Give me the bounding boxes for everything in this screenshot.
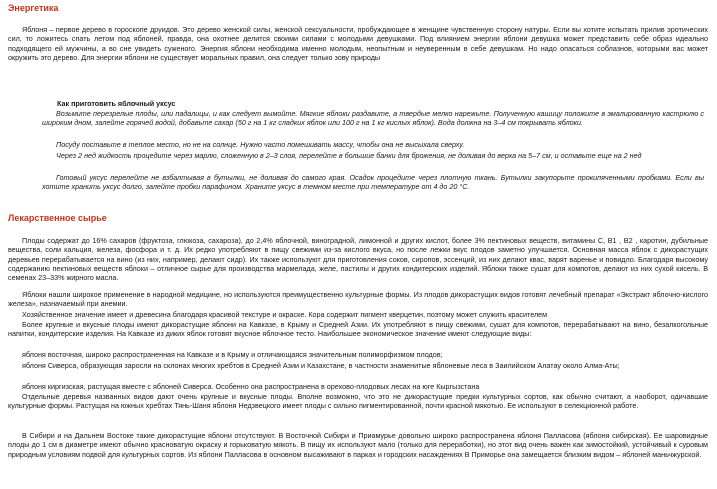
species-kyrgyz: яблоня киргизская, растущая вместе с яблоней Сиверса. Особенно она распространена в орехово-плодовых лесах на юге Кыргызстана	[22, 382, 480, 391]
section-title-medicinal: Лекарственное сырье	[8, 213, 107, 223]
species-sievers: яблоня Сиверса, образующая заросли на склонах многих хребтов в Средней Азии и Казахстане, в частности знаменитые яблоневые леса в Заилийском Алатау около Алма-Аты;	[22, 361, 620, 370]
recipe-step-3: Через 2 нед жидкость процедите через марлю, сложенную в 2–3 слоя, перелейте в большие банки для брожения, не доливая до верха на 5–7 см, и оставьте еще на 2 нед	[56, 151, 642, 160]
medicinal-paragraph-3: Хозяйственное значение имеет и древесина благодаря красивой текстуре и окраске. Кора содержит пигмент кверцетин, поэтому может служить красителем	[22, 310, 548, 319]
medicinal-paragraph-2: Яблоки нашли широкое применение в народной медицине, но используются преимущественно культурные формы. Из плодов дикорастущих видов готовят лечебный препарат «Экстракт яблочно-кислого железа», назначаемый при анемии.	[8, 290, 708, 309]
section-title-energy: Энергетика	[8, 3, 59, 13]
energy-paragraph: Яблоня – первое дерево в гороскопе друидов. Это дерево женской силы, женской сексуальности, пробуждающее в женщине чувственную сторону натуры. Если вы хотите испытать прилив эротических сил, то ложитесь спать летом под яблоней, правда, она охотнее делится своими силами с молодыми девушками. Под влиянием энергии яблони девушка может представить себе образ идеально подходящего ей мужчины, а во сне увидеть суженого. Энергия яблони необходима именно молодым, неопытным и неуверенным в себе девушкам. Но надо опасаться соблазнов, которыми вас может окружить это дерево. Для энергии яблони не существует моральных правил, она следует только зову природы	[8, 25, 708, 62]
medicinal-paragraph-9: В Сибири и на Дальнем Востоке такие дикорастущие яблони отсутствуют. В Восточной Сибири и Приамурье довольно широко распространена яблоня Палласова (яблоня сибирская). Ее шаровидные плоды до 1 см в диаметре имеют обычно красноватую окраску и горьковатую мякоть. В пищу их используют мало (только для переработки), но этот вид очень важен как зимостойкий, устойчивый к суровым природным условиям подвой для культурных сортов. Из яблони Палласова в основном высаживают в парках и городских насаждениях В Приморье она замещается близким видом – яблоней маньчжурской.	[8, 431, 708, 459]
species-eastern: яблоня восточная, широко распространенная на Кавказе и в Крыму и отличающаяся значительным полиморфизмом плодов;	[22, 350, 443, 359]
medicinal-paragraph-1: Плоды содержат до 16% сахаров (фруктоза, глюкоза, сахароза), до 2,4% яблочной, виноградной, лимонной и других кислот, более 3% пектиновых веществ, витамины C, B1 , B2 , каротин, дубильные вещества, соли кальция, железа, фосфора и т. д. Их редко употребляют в пищу свежими из-за кислого вкуса, но после лежки вкус плодов заметно улучшается. Основная масса яблок с дикорастущих деревьев перерабатывается на вино (из них, например, делают сидр). Их также используют для приготовления соков, сиропов, эссенций, из них делают квас, варят варенье и повидло. Благодаря высокому содержанию пектиновых веществ яблоки – отличное сырье для производства мармелада, желе, пастилы и других кондитерских изделий. Яблоки также сушат для компотов, делают из них сухой кисель. В семенах 23–33% жирного масла.	[8, 236, 708, 283]
medicinal-paragraph-8: Отдельные деревья названных видов дают очень крупные и вкусные плоды. Вполне возможно, что это не дикорастущие предки культурных сортов, как обычно считают, а наоборот, одичавшие культурные формы. Растущая на южных хребтах Тянь-Шаня яблоня Недзвецкого имеет плоды с сильно пигментированной, почти красной мякотью. Ее используют в селекционной работе.	[8, 392, 708, 411]
recipe-step-2: Посуду поставьте в теплое место, но не на солнце. Нужно часто помешивать массу, чтобы она не высыхала сверху.	[56, 140, 465, 149]
medicinal-paragraph-4: Более крупные и вкусные плоды имеют дикорастущие яблони на Кавказе, в Крыму и Средней Азии. Их употребляют в пищу свежими, сушат для компотов, перерабатывают на вино, безалкогольные напитки, кондитерские изделия. На Кавказе из диких яблок готовят вкусное яблочное тесто. Наибольшее экономическое значение имеют следующие виды:	[8, 320, 708, 339]
recipe-step-4: Готовый уксус перелейте не взбалтывая в бутылки, не доливая до самого края. Осадок процедите через плотную ткань. Бутылки закупорьте прокипяченными пробками. Если вы хотите хранить уксус долго, залейте пробки парафином. Храните уксус в темном месте при температуре от 4 до 20 °С.	[42, 173, 704, 192]
recipe-title: Как приготовить яблочный уксус	[57, 99, 176, 108]
recipe-step-1: Возьмите перезрелые плоды, или падалицы, и как следует вымойте. Мягкие яблоки раздавите, а твердые мелко нарежьте. Полученную кашицу положите в эмалированную кастрюлю с широким дном, залейте горячей водой, добавьте сахар (50 г на 1 кг сладких яблок или 100 г на 1 кг кислых яблок). Вода должна на 3–4 см покрывать яблоки.	[42, 109, 704, 128]
